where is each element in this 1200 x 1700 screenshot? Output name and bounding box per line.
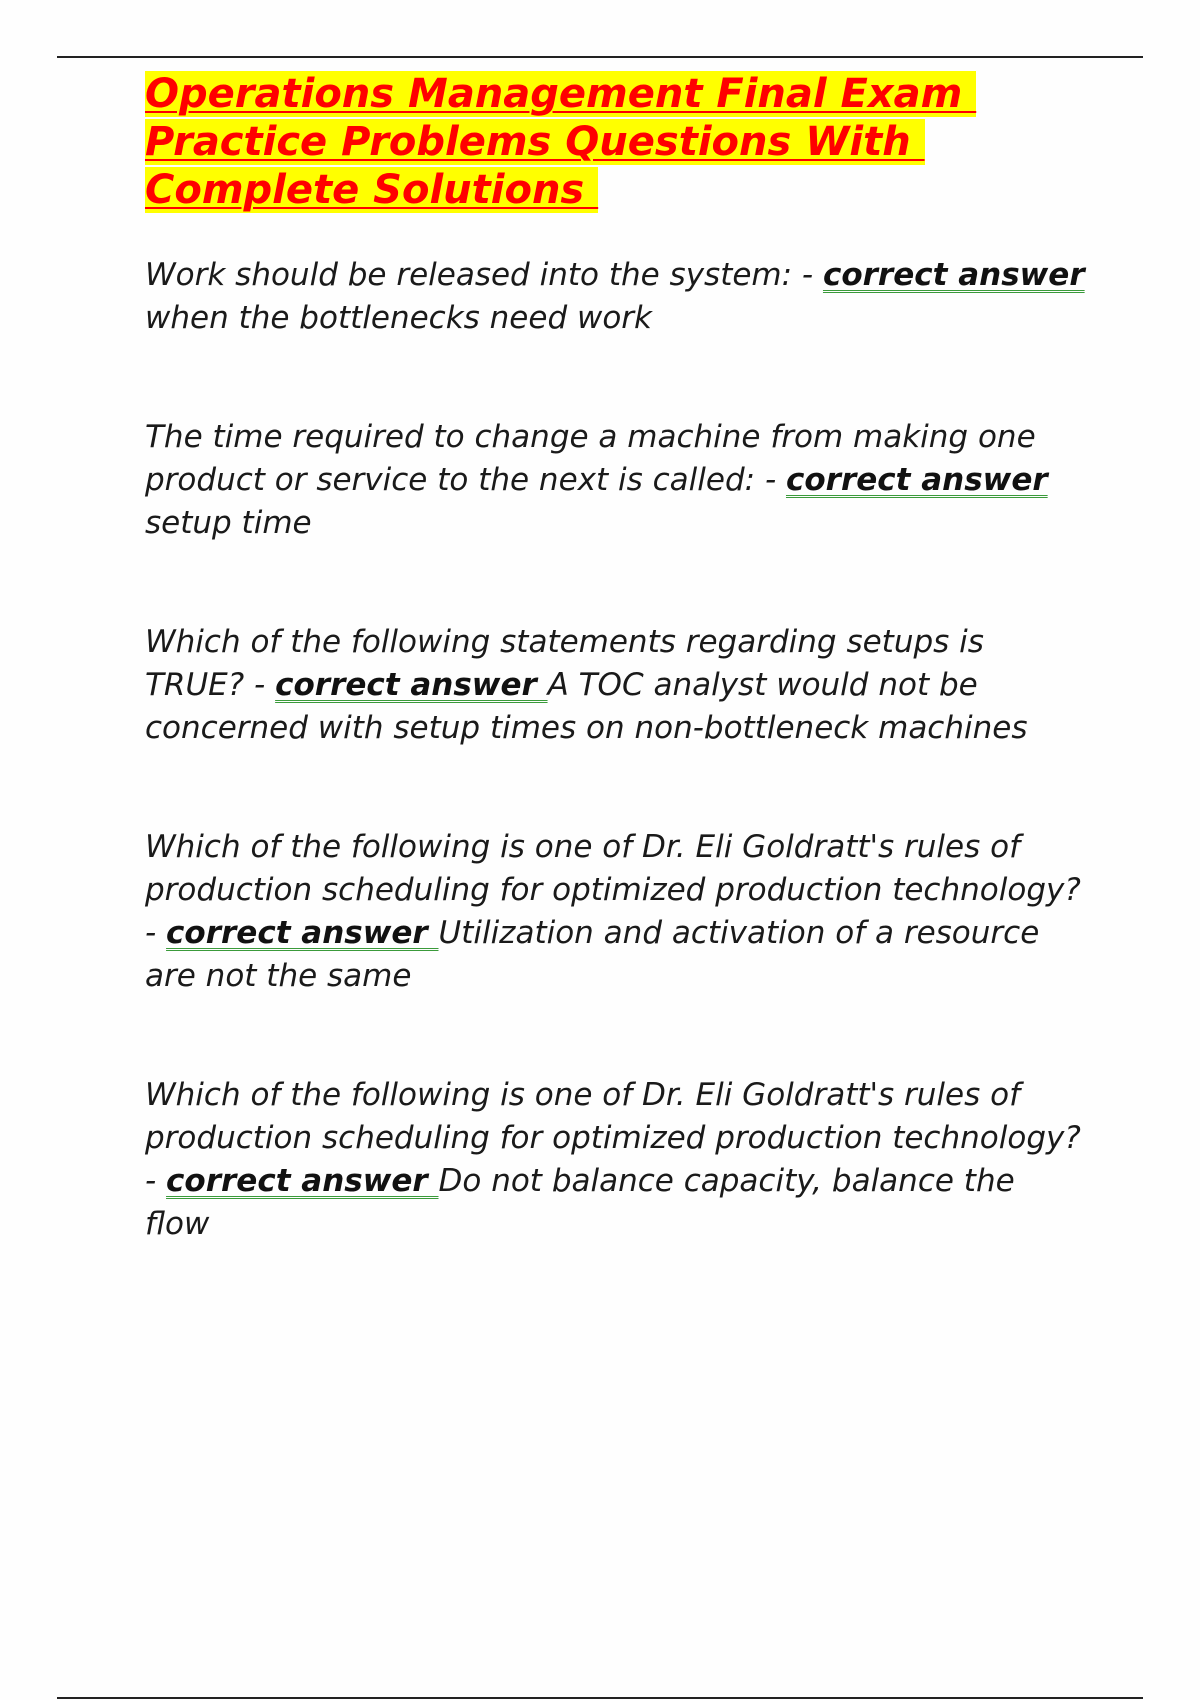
title-line-3: Complete Solutions: [145, 167, 599, 213]
answer-text: Utilization and activation of a resource are not the same: [145, 915, 1040, 994]
answer-text: A TOC analyst would not be concerned with setup times on non-bottleneck machines: [145, 667, 1028, 746]
qa-item-5: [145, 1074, 1085, 1246]
title-line-2: Practice Problems Questions With: [145, 119, 925, 165]
document-body: [145, 70, 1085, 1322]
correct-answer-marker: correct answer: [166, 915, 439, 951]
title-line-1: Operations Management Final Exam: [145, 71, 977, 117]
question-text: Which of the following is one of Dr. Eli Goldratt's rules of production scheduling for optimized production technology? -: [145, 1077, 1081, 1199]
answer-text: setup time: [145, 505, 312, 541]
answer-text: Do not balance capacity, balance the flow: [145, 1163, 1015, 1242]
qa-item-4: [145, 826, 1085, 998]
question-text: Which of the following statements regarding setups is TRUE? -: [145, 624, 984, 703]
bottom-rule: [57, 1697, 1143, 1699]
qa-item-3: [145, 621, 1085, 750]
qa-item-2: [145, 416, 1085, 545]
qa-item-1: [145, 254, 1085, 340]
correct-answer-marker: correct answer: [822, 257, 1085, 293]
correct-answer-marker: correct answer: [275, 667, 548, 703]
correct-answer-marker: correct answer: [166, 1163, 439, 1199]
top-rule: [57, 56, 1143, 58]
document-title: [145, 70, 1085, 214]
question-list: [145, 254, 1085, 1246]
correct-answer-marker: correct answer: [785, 462, 1048, 498]
question-text: The time required to change a machine from making one product or service to the next is called: -: [145, 419, 1036, 498]
question-text: Which of the following is one of Dr. Eli Goldratt's rules of production scheduling for optimized production technology? -: [145, 829, 1081, 951]
question-text: Work should be released into the system: -: [145, 257, 823, 293]
answer-text: when the bottlenecks need work: [145, 300, 653, 336]
